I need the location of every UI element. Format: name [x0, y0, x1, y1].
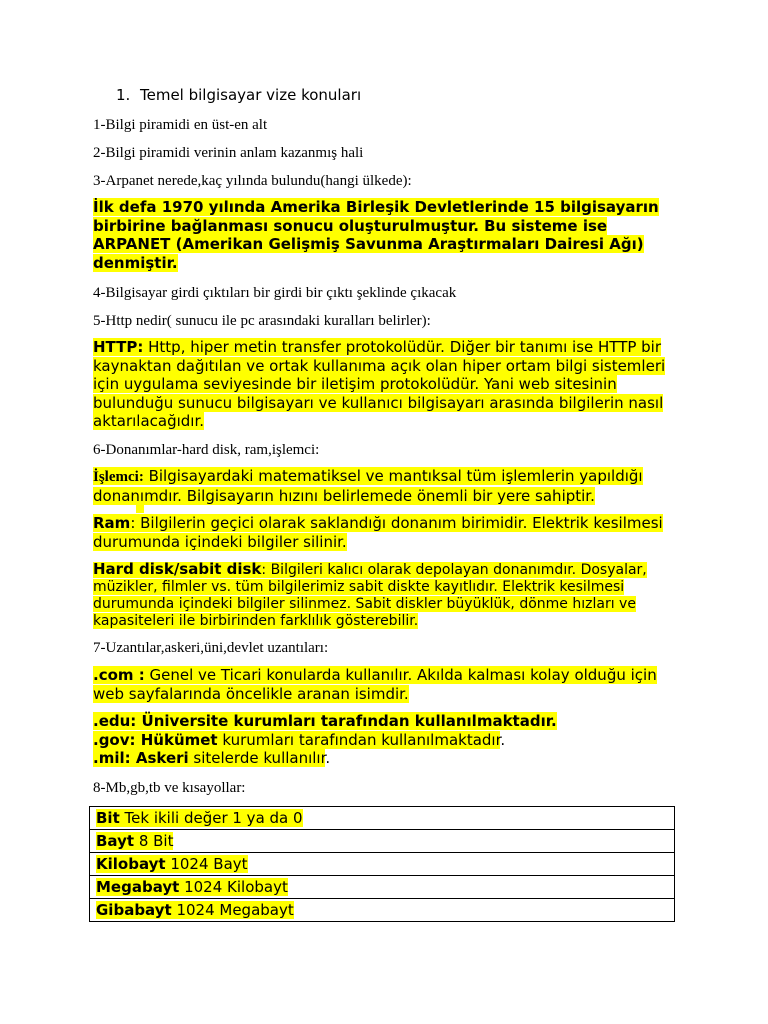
answer-ram [93, 514, 673, 551]
mil-definition: sitelerde kullanılır [188, 749, 326, 767]
table-cell [90, 876, 675, 899]
highlight-mark [136, 505, 144, 513]
unit-term: Gibabayt [96, 901, 172, 919]
cpu-term: İşlemci: [93, 469, 144, 485]
question-1: 1-Bilgi piramidi en üst-en alt [93, 117, 268, 133]
answer-3-text: İlk defa 1970 yılında Amerika Birleşik Devletlerinde 15 bilgisayarın birbirine bağlanması sonucu oluşturulmuştur. Bu sisteme ise ARPANET (Amerikan Gelişmiş Savunma Araştırmaları Dairesi Ağı) denmiştir. [93, 198, 659, 272]
cpu-definition: Bilgisayardaki matematiksel ve mantıksal tüm işlemlerin yapıldığı donanımdır. Bilgisayarın hızını belirlemede önemli bir yere sahiptir. [93, 467, 643, 505]
hdd-term: Hard disk/sabit disk [93, 560, 262, 578]
question-7: 7-Uzantılar,askeri,üni,devlet uzantıları: [93, 640, 329, 656]
table-cell [90, 830, 675, 853]
edu-text: .edu: Üniversite kurumları tarafından kullanılmaktadır. [93, 712, 557, 730]
table-cell [90, 853, 675, 876]
ram-definition: : Bilgilerin geçici olarak saklandığı donanım birimidir. Elektrik kesilmesi durumunda içindeki bilgiler silinir. [93, 514, 663, 551]
gov-term: .gov: Hükümet [93, 730, 218, 749]
answer-5 [93, 338, 673, 431]
unit-value: 1024 Bayt [165, 855, 248, 873]
unit-value: 1024 Megabayt [171, 901, 294, 919]
answer-com [93, 666, 673, 703]
mil-end: . [325, 749, 331, 767]
answer-cpu [93, 467, 673, 505]
table-row [90, 899, 675, 922]
question-5: 5-Http nedir( sunucu ile pc arasındaki kuralları belirler): [93, 313, 431, 329]
table-cell [90, 899, 675, 922]
com-definition: Genel ve Ticari konularda kullanılır. Akılda kalması kolay olduğu için web sayfalarında öncelikle aranan isimdir. [93, 666, 657, 703]
question-2: 2-Bilgi piramidi verinin anlam kazanmış hali [93, 145, 364, 161]
list-number: 1. [116, 86, 131, 104]
gov-end: . [500, 730, 506, 749]
question-4: 4-Bilgisayar girdi çıktıları bir girdi bir çıktı şeklinde çıkacak [93, 285, 457, 301]
http-term: HTTP: [93, 338, 144, 356]
question-3: 3-Arpanet nerede,kaç yılında bulundu(hangi ülkede): [93, 173, 412, 189]
unit-term: Bit [96, 809, 120, 827]
unit-term: Bayt [96, 832, 135, 850]
com-term: .com : [93, 666, 145, 684]
answer-domains [93, 712, 673, 768]
gov-line [93, 731, 673, 750]
unit-term: Megabayt [96, 878, 180, 896]
question-6: 6-Donanımlar-hard disk, ram,işlemci: [93, 442, 320, 458]
hdd-definition: : Bilgileri kalıcı olarak depolayan donanımdır. Dosyalar, müzikler, filmler vs. tüm bilgilerimiz sabit diskte kayıtlıdır. Elektrik kesilmesi durumunda içindeki bilgiler silinmez. Sabit diskler büyüklük, dönme hızları ve kapasiteleri ile birbirinden farklılık gösterebilir. [93, 562, 647, 629]
units-table [89, 806, 675, 922]
unit-value: 8 Bit [134, 832, 174, 850]
unit-value: 1024 Kilobayt [179, 878, 288, 896]
table-row [90, 853, 675, 876]
table-row [90, 876, 675, 899]
table-row [90, 807, 675, 830]
mil-line [93, 749, 673, 768]
http-definition: Http, hiper metin transfer protokolüdür. Diğer bir tanımı ise HTTP bir kaynaktan dağıtılan ve ortak kullanıma açık olan hiper ortam bilgi sistemleri için uygulama seviyesinde bir iletişim protokolüdür. Yani web sitesinin bulunduğu sunucu bilgisayarı ve kullanıcı bilgisayarı arasında bilgilerin nasıl aktarılacağıdır. [93, 338, 666, 430]
question-8: 8-Mb,gb,tb ve kısayollar: [93, 780, 246, 796]
table-row [90, 830, 675, 853]
unit-term: Kilobayt [96, 855, 166, 873]
gov-definition: kurumları tarafından kullanılmaktadır [217, 730, 501, 749]
answer-3 [93, 198, 673, 272]
heading-text: Temel bilgisayar vize konuları [140, 86, 362, 104]
ram-term: Ram [93, 514, 131, 532]
edu-line [93, 712, 673, 731]
answer-hdd [93, 561, 673, 630]
unit-value: Tek ikili değer 1 ya da 0 [119, 809, 303, 827]
mil-term: .mil: Askeri [93, 749, 189, 767]
table-cell [90, 807, 675, 830]
list-heading [116, 86, 361, 104]
